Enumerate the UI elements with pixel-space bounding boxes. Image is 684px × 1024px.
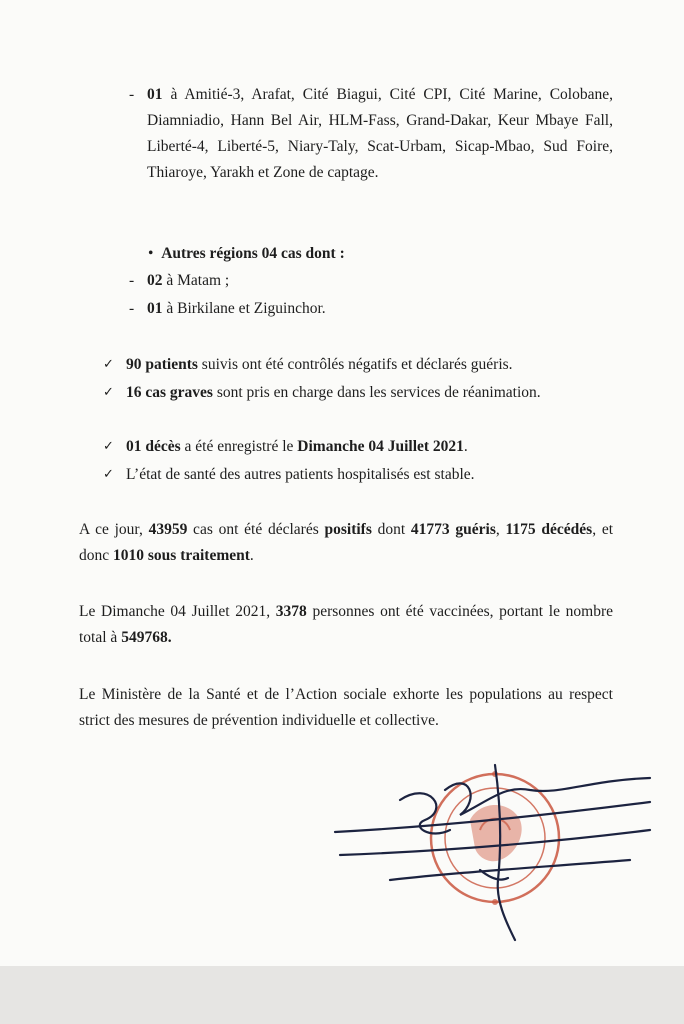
heading-text: Autres régions 04 cas dont : bbox=[161, 245, 345, 262]
region-text: à Birkilane et Ziguinchor. bbox=[162, 300, 326, 317]
stamp-signature bbox=[330, 760, 660, 950]
positifs-label: positifs bbox=[324, 521, 372, 538]
case-count: 01 bbox=[147, 86, 163, 103]
item-text: L’état de santé des autres patients hospitalisés est stable. bbox=[126, 466, 475, 483]
text-run: A ce jour, bbox=[79, 521, 149, 538]
text-run: , bbox=[495, 521, 506, 538]
list-item bbox=[129, 268, 613, 294]
list-item bbox=[129, 82, 613, 186]
under-treatment-count: 1010 sous traitement bbox=[113, 547, 250, 564]
bottom-margin bbox=[0, 966, 684, 1024]
text-run: dont bbox=[371, 521, 411, 538]
locality-list: à Amitié-3, Arafat, Cité Biagui, Cité CPI, Cité Marine, Colobane, Diamniadio, Hann Bel Air, HLM-Fass, Grand-Dakar, Keur Mbaye Fall, Liberté-4, Liberté-5, Niary-Taly, Scat-Urbam, Sicap-Mbao, Sud Foire, Thiaroye, Yarakh et Zone de captage. bbox=[147, 86, 613, 181]
check-icon: ✓ bbox=[103, 467, 114, 482]
dash-marker: - bbox=[129, 272, 135, 289]
dash-marker: - bbox=[129, 86, 135, 103]
case-count: 02 bbox=[147, 272, 163, 289]
check-item bbox=[103, 462, 613, 488]
bullet-marker: • bbox=[148, 245, 154, 262]
check-item bbox=[103, 434, 613, 460]
case-count: 01 bbox=[147, 300, 163, 317]
recovered-count: 41773 guéris bbox=[410, 521, 496, 538]
item-text: sont pris en charge dans les services de réanimation. bbox=[212, 384, 541, 401]
bold-text: 16 cas graves bbox=[126, 384, 213, 401]
closing-paragraph: Le Ministère de la Santé et de l’Action sociale exhorte les populations au respect strict des mesures de prévention individuelle et collective. bbox=[79, 686, 613, 729]
check-item bbox=[103, 380, 613, 406]
bold-text: 01 décès bbox=[126, 438, 181, 455]
vaccinated-count: 3378 bbox=[275, 603, 307, 620]
check-icon: ✓ bbox=[103, 439, 114, 454]
item-text-tail: . bbox=[463, 438, 468, 455]
item-text: a été enregistré le bbox=[180, 438, 298, 455]
date-text: Dimanche 04 Juillet 2021 bbox=[297, 438, 464, 455]
section-heading bbox=[148, 241, 608, 267]
bold-text: 90 patients bbox=[126, 356, 198, 373]
list-item bbox=[129, 296, 613, 322]
vaccination-paragraph bbox=[79, 599, 613, 651]
text-run: personnes ont été vaccinées, portant le nombre total à bbox=[79, 603, 614, 646]
check-icon: ✓ bbox=[103, 357, 114, 372]
text-run: . bbox=[249, 547, 254, 564]
dash-marker: - bbox=[129, 300, 135, 317]
summary-paragraph bbox=[79, 517, 613, 569]
total-cases: 43959 bbox=[148, 521, 188, 538]
text-run: Le Dimanche 04 Juillet 2021, bbox=[79, 603, 276, 620]
item-text: suivis ont été contrôlés négatifs et déclarés guéris. bbox=[197, 356, 513, 373]
check-item bbox=[103, 352, 613, 378]
region-text: à Matam ; bbox=[162, 272, 230, 289]
text-run: cas ont été déclarés bbox=[187, 521, 325, 538]
check-icon: ✓ bbox=[103, 385, 114, 400]
text-run: , et donc bbox=[79, 521, 614, 564]
vaccinated-total: 549768. bbox=[121, 629, 172, 646]
deaths-count: 1175 décédés bbox=[505, 521, 593, 538]
